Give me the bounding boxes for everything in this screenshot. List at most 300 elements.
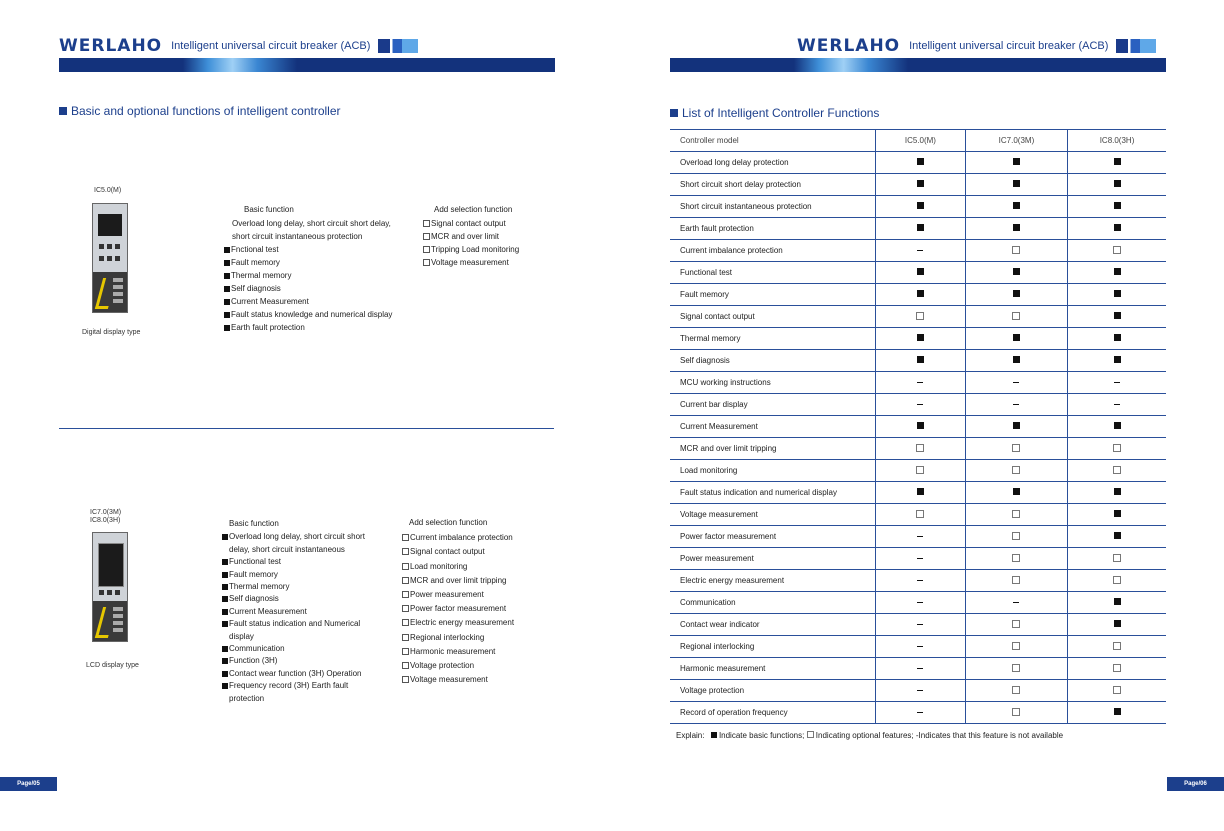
table-row (670, 394, 1166, 416)
hollow-square-icon (423, 233, 430, 240)
list-item (224, 230, 414, 243)
dash-icon (1013, 602, 1019, 603)
dash-icon (917, 624, 923, 625)
availability-cell (876, 306, 966, 328)
availability-cell (1068, 218, 1166, 240)
availability-cell (876, 438, 966, 460)
legend-basic: Indicate basic functions; (718, 731, 805, 740)
hollow-square-icon (916, 510, 924, 518)
filled-square-icon (1013, 202, 1020, 209)
availability-cell (876, 218, 966, 240)
hollow-square-icon (916, 312, 924, 320)
availability-cell (876, 416, 966, 438)
dash-icon (1114, 404, 1120, 405)
function-name-cell: Load monitoring (670, 460, 876, 482)
list-item-text: Signal contact output (410, 547, 485, 557)
list-item (224, 269, 414, 282)
availability-cell (876, 614, 966, 636)
list-item (402, 673, 552, 687)
availability-cell (1068, 658, 1166, 680)
availability-cell (965, 460, 1067, 482)
availability-cell (1068, 416, 1166, 438)
hollow-square-icon (1012, 576, 1020, 584)
device-caption: Digital display type (82, 329, 141, 336)
table-row (670, 284, 1166, 306)
filled-square-icon (224, 247, 230, 253)
list-item (222, 531, 377, 556)
table-row (670, 262, 1166, 284)
filled-square-icon (1114, 422, 1121, 429)
availability-cell (1068, 394, 1166, 416)
filled-square-icon (224, 299, 230, 305)
function-name-cell: Voltage measurement (670, 504, 876, 526)
availability-cell (965, 350, 1067, 372)
page-number-right: Page/06 (1167, 777, 1224, 791)
add-selection-heading: Add selection function (409, 518, 488, 527)
availability-cell (876, 372, 966, 394)
filled-square-icon (1013, 268, 1020, 275)
list-item-text: Self diagnosis (231, 284, 281, 293)
list-item-text: Current Measurement (229, 606, 307, 616)
filled-square-icon (222, 559, 228, 565)
filled-square-icon (1114, 598, 1121, 605)
list-item-text: Fnctional test (231, 245, 279, 254)
filled-square-icon (1013, 356, 1020, 363)
filled-square-icon (1013, 224, 1020, 231)
table-header-cell: IC7.0(3M) (965, 130, 1067, 152)
filled-square-icon (917, 290, 924, 297)
list-item (222, 643, 377, 655)
availability-cell (965, 306, 1067, 328)
list-item (224, 243, 414, 256)
filled-square-icon (1114, 620, 1121, 627)
table-row (670, 482, 1166, 504)
basic-function-heading: Basic function (229, 519, 279, 528)
filled-square-icon (222, 621, 228, 627)
table-row (670, 438, 1166, 460)
table-row (670, 526, 1166, 548)
list-item (402, 616, 552, 630)
availability-cell (965, 702, 1067, 724)
availability-cell (876, 152, 966, 174)
list-item (224, 256, 414, 269)
table-row (670, 460, 1166, 482)
availability-cell (1068, 306, 1166, 328)
availability-cell (1068, 240, 1166, 262)
dash-icon (1013, 404, 1019, 405)
function-name-cell: Communication (670, 592, 876, 614)
list-item (222, 593, 377, 605)
right-section-title: List of Intelligent Controller Functions (670, 106, 879, 120)
filled-square-icon (1114, 356, 1121, 363)
list-item-text: Regional interlocking (410, 632, 485, 642)
filled-square-icon (222, 683, 228, 689)
availability-cell (1068, 152, 1166, 174)
hollow-square-icon (1113, 466, 1121, 474)
list-item-text: Functional test (229, 557, 282, 567)
hollow-square-icon (423, 259, 430, 266)
filled-square-icon (222, 584, 228, 590)
function-name-cell: Signal contact output (670, 306, 876, 328)
hollow-square-icon (1113, 554, 1121, 562)
list-item-text: Electric energy measurement (410, 618, 515, 628)
table-row (670, 372, 1166, 394)
table-row (670, 504, 1166, 526)
list-item-text: Current Measurement (231, 297, 309, 306)
availability-cell (876, 570, 966, 592)
list-item (402, 560, 552, 574)
function-name-cell: Power factor measurement (670, 526, 876, 548)
table-row (670, 350, 1166, 372)
hollow-square-icon (402, 534, 409, 541)
availability-cell (876, 328, 966, 350)
hollow-square-icon (1113, 576, 1121, 584)
list-item (402, 588, 552, 602)
table-header-cell: IC8.0(3H) (1068, 130, 1166, 152)
header-accent-bar (1116, 39, 1156, 53)
hollow-square-icon (1012, 510, 1020, 518)
list-item (423, 230, 553, 243)
filled-square-icon (222, 534, 228, 540)
hollow-square-icon (1012, 444, 1020, 452)
dash-icon (917, 382, 923, 383)
list-item (402, 631, 552, 645)
availability-cell (1068, 680, 1166, 702)
availability-cell (876, 636, 966, 658)
table-row (670, 152, 1166, 174)
availability-cell (876, 592, 966, 614)
table-row (670, 658, 1166, 680)
filled-square-icon (917, 488, 924, 495)
availability-cell (965, 394, 1067, 416)
device-caption: LCD display type (86, 662, 139, 669)
hollow-square-icon (1012, 642, 1020, 650)
table-row (670, 328, 1166, 350)
header-accent-bar (378, 39, 418, 53)
table-row (670, 570, 1166, 592)
filled-square-icon (1013, 158, 1020, 165)
availability-cell (1068, 284, 1166, 306)
filled-square-icon (224, 312, 230, 318)
availability-cell (876, 504, 966, 526)
availability-cell (965, 614, 1067, 636)
hollow-square-icon (807, 731, 814, 738)
hollow-square-icon (1012, 466, 1020, 474)
hollow-square-icon (402, 591, 409, 598)
table-row (670, 614, 1166, 636)
list-item (222, 556, 377, 568)
dash-icon (917, 712, 923, 713)
table-header-cell: Controller model (670, 130, 876, 152)
list-item-text: Harmonic measurement (410, 646, 496, 656)
filled-square-icon (711, 732, 717, 738)
table-row (670, 592, 1166, 614)
availability-cell (965, 240, 1067, 262)
availability-cell (965, 372, 1067, 394)
page-number-left: Page/05 (0, 777, 57, 791)
list-item-text: Fault memory (229, 569, 278, 579)
list-item (222, 618, 377, 643)
hollow-square-icon (402, 676, 409, 683)
availability-cell (876, 174, 966, 196)
dash-icon (917, 690, 923, 691)
hollow-square-icon (1113, 664, 1121, 672)
dash-icon (917, 250, 923, 251)
availability-cell (965, 636, 1067, 658)
list-item (222, 606, 377, 618)
left-section-title: Basic and optional functions of intelligent controller (59, 104, 341, 118)
hollow-square-icon (402, 619, 409, 626)
availability-cell (965, 680, 1067, 702)
dash-icon (917, 536, 923, 537)
dash-icon (1114, 382, 1120, 383)
hollow-square-icon (1012, 312, 1020, 320)
list-item-text: Fault status indication and Numerical display (229, 619, 361, 641)
filled-square-icon (917, 356, 924, 363)
availability-cell (876, 394, 966, 416)
hollow-square-icon (423, 220, 430, 227)
filled-square-icon (1013, 488, 1020, 495)
filled-square-icon (1114, 158, 1121, 165)
digital-controller-image (92, 203, 128, 313)
hollow-square-icon (402, 577, 409, 584)
function-name-cell: Contact wear indicator (670, 614, 876, 636)
availability-cell (1068, 592, 1166, 614)
availability-cell (1068, 174, 1166, 196)
basic-function-list (224, 203, 414, 334)
availability-cell (876, 262, 966, 284)
list-item-text: Fault memory (231, 258, 280, 267)
list-item (222, 655, 377, 667)
list-item (423, 256, 553, 269)
availability-cell (1068, 570, 1166, 592)
list-item-text: Current imbalance protection (410, 533, 513, 543)
dash-icon (917, 602, 923, 603)
hollow-square-icon (1012, 620, 1020, 628)
list-item-text: Contact wear function (3H) Operation (229, 668, 362, 678)
add-selection-heading: Add selection function (434, 205, 513, 214)
filled-square-icon (1114, 268, 1121, 275)
section-divider (59, 428, 554, 429)
function-name-cell: Current bar display (670, 394, 876, 416)
availability-cell (876, 680, 966, 702)
add-selection-list (402, 516, 552, 687)
list-item-text: short circuit instantaneous protection (232, 232, 363, 241)
filled-square-icon (917, 180, 924, 187)
dash-icon (1013, 382, 1019, 383)
hollow-square-icon (1012, 554, 1020, 562)
list-item-text: Signal contact output (431, 219, 506, 228)
function-name-cell: Electric energy measurement (670, 570, 876, 592)
table-header-cell: IC5.0(M) (876, 130, 966, 152)
lcd-controller-image (92, 532, 128, 642)
availability-cell (1068, 482, 1166, 504)
function-name-cell: Earth fault protection (670, 218, 876, 240)
filled-square-icon (917, 158, 924, 165)
filled-square-icon (917, 268, 924, 275)
dash-icon (917, 580, 923, 581)
list-item (402, 645, 552, 659)
filled-square-icon (1114, 510, 1121, 517)
availability-cell (965, 328, 1067, 350)
hollow-square-icon (402, 662, 409, 669)
hollow-square-icon (402, 605, 409, 612)
list-item-text: Power factor measurement (410, 604, 507, 614)
dash-icon (917, 404, 923, 405)
filled-square-icon (224, 325, 230, 331)
basic-function-list (222, 518, 377, 705)
filled-square-icon (222, 646, 228, 652)
list-item (224, 308, 414, 321)
list-item-text: Overload long delay, short circuit short delay, (232, 219, 391, 228)
hollow-square-icon (1113, 642, 1121, 650)
availability-cell (1068, 702, 1166, 724)
filled-square-icon (1114, 532, 1121, 539)
table-row (670, 218, 1166, 240)
header-band-left (59, 58, 555, 72)
hollow-square-icon (1012, 664, 1020, 672)
filled-square-icon (1114, 180, 1121, 187)
availability-cell (965, 262, 1067, 284)
list-item-text: Thermal memory (229, 582, 290, 592)
availability-cell (1068, 614, 1166, 636)
list-item-text: Function (3H) (229, 656, 278, 666)
brand-logo: WERLAHO (59, 36, 163, 56)
availability-cell (876, 548, 966, 570)
hollow-square-icon (1012, 246, 1020, 254)
hollow-square-icon (1012, 686, 1020, 694)
function-name-cell: Thermal memory (670, 328, 876, 350)
filled-square-icon (1114, 202, 1121, 209)
availability-cell (1068, 328, 1166, 350)
list-item (222, 581, 377, 593)
availability-cell (965, 196, 1067, 218)
filled-square-icon (1013, 180, 1020, 187)
hollow-square-icon (1012, 532, 1020, 540)
hollow-square-icon (916, 466, 924, 474)
function-name-cell: Regional interlocking (670, 636, 876, 658)
list-item (222, 668, 377, 680)
list-item-text: Overload long delay, short circuit short delay, short circuit instantaneous (229, 532, 365, 554)
list-item-text: Tripping Load monitoring (431, 245, 520, 254)
filled-square-icon (1013, 290, 1020, 297)
filled-square-icon (222, 572, 228, 578)
availability-cell (965, 482, 1067, 504)
list-item-text: Fault status knowledge and numerical display (231, 310, 393, 319)
basic-function-heading: Basic function (244, 205, 294, 214)
table-row (670, 702, 1166, 724)
list-item (224, 217, 414, 230)
hollow-square-icon (402, 648, 409, 655)
availability-cell (1068, 636, 1166, 658)
filled-square-icon (1013, 334, 1020, 341)
availability-cell (1068, 350, 1166, 372)
function-name-cell: Harmonic measurement (670, 658, 876, 680)
availability-cell (1068, 504, 1166, 526)
availability-cell (876, 702, 966, 724)
add-selection-list (423, 203, 553, 269)
availability-cell (965, 570, 1067, 592)
filled-square-icon (917, 422, 924, 429)
list-item (402, 531, 552, 545)
dash-icon (917, 646, 923, 647)
list-item (402, 574, 552, 588)
availability-cell (1068, 196, 1166, 218)
function-name-cell: Fault status indication and numerical display (670, 482, 876, 504)
hollow-square-icon (402, 563, 409, 570)
availability-cell (965, 504, 1067, 526)
hollow-square-icon (1012, 708, 1020, 716)
availability-cell (965, 548, 1067, 570)
function-name-cell: Current Measurement (670, 416, 876, 438)
filled-square-icon (224, 273, 230, 279)
hollow-square-icon (402, 634, 409, 641)
device-model-label: IC5.0(M) (94, 187, 122, 194)
function-name-cell: Current imbalance protection (670, 240, 876, 262)
availability-cell (1068, 372, 1166, 394)
availability-cell (965, 152, 1067, 174)
table-row (670, 174, 1166, 196)
function-name-cell: Voltage protection (670, 680, 876, 702)
table-row (670, 636, 1166, 658)
filled-square-icon (917, 334, 924, 341)
list-item (402, 659, 552, 673)
legend-optional: Indicating optional features; (815, 731, 914, 740)
function-name-cell: Functional test (670, 262, 876, 284)
list-item (224, 282, 414, 295)
filled-square-icon (917, 202, 924, 209)
availability-cell (1068, 438, 1166, 460)
table-row (670, 196, 1166, 218)
availability-cell (876, 240, 966, 262)
list-item (402, 545, 552, 559)
list-item-text: Load monitoring (410, 561, 468, 571)
function-name-cell: Short circuit instantaneous protection (670, 196, 876, 218)
function-table (670, 129, 1166, 724)
list-item (222, 569, 377, 581)
header-left (59, 36, 418, 56)
list-item-text: MCR and over limit tripping (410, 575, 507, 585)
table-row (670, 306, 1166, 328)
availability-cell (965, 592, 1067, 614)
filled-square-icon (224, 260, 230, 266)
function-name-cell: Short circuit short delay protection (670, 174, 876, 196)
device-model-label: IC7.0(3M) IC8.0(3H) (90, 509, 122, 524)
availability-cell (1068, 262, 1166, 284)
table-row (670, 416, 1166, 438)
table-row (670, 240, 1166, 262)
hollow-square-icon (1113, 444, 1121, 452)
availability-cell (965, 416, 1067, 438)
filled-square-icon (1114, 488, 1121, 495)
availability-cell (965, 526, 1067, 548)
header-band-right (670, 58, 1166, 72)
list-item-text: Thermal memory (231, 271, 292, 280)
availability-cell (965, 284, 1067, 306)
list-item-text: Voltage measurement (431, 258, 509, 267)
filled-square-icon (222, 609, 228, 615)
availability-cell (1068, 460, 1166, 482)
function-name-cell: Self diagnosis (670, 350, 876, 372)
dash-icon (917, 558, 923, 559)
list-item-text: Frequency record (3H) Earth fault protection (229, 681, 349, 703)
availability-cell (876, 658, 966, 680)
legend-not-available: -Indicates that this feature is not available (915, 731, 1064, 740)
function-name-cell: Fault memory (670, 284, 876, 306)
availability-cell (965, 174, 1067, 196)
list-item (222, 680, 377, 705)
hollow-square-icon (1113, 686, 1121, 694)
